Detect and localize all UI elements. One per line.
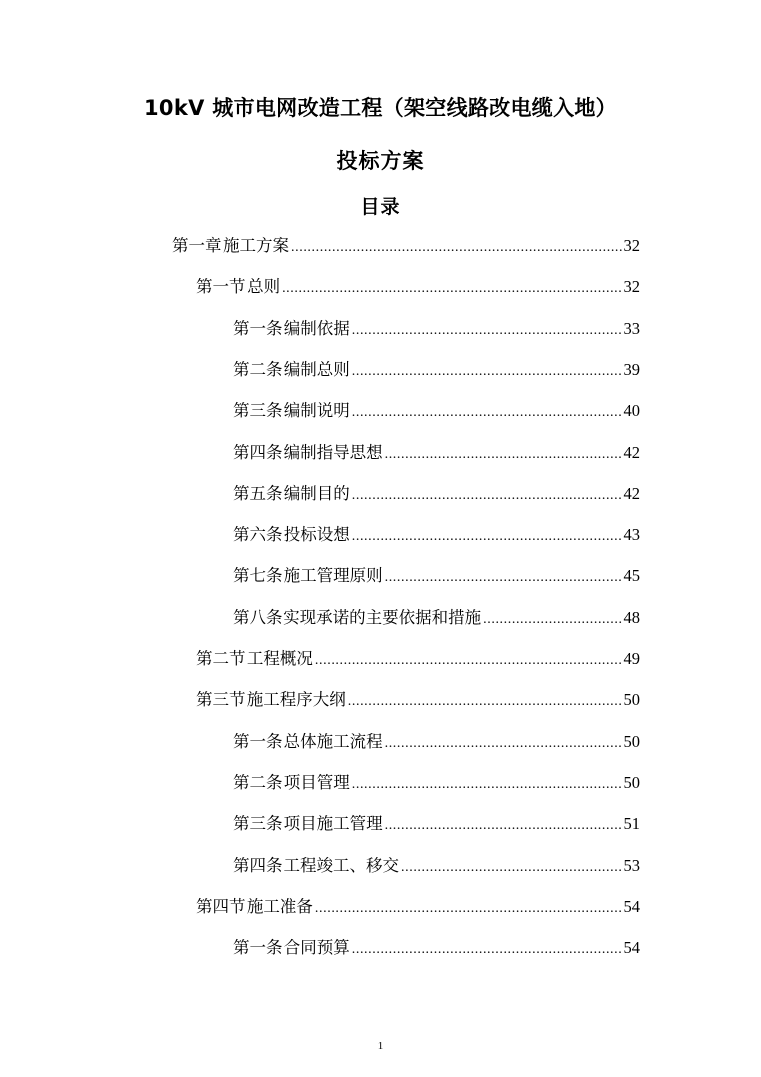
toc-dot-leader (385, 818, 622, 834)
document-subtitle: 投标方案 (336, 149, 425, 173)
toc-dot-leader (483, 612, 621, 628)
toc-entry-title: 编制依据 (283, 319, 350, 338)
toc-entry-number: 第八条 (233, 608, 283, 627)
toc-entry-number: 第二条 (233, 360, 283, 379)
toc-entry-page: 43 (623, 525, 640, 544)
toc-entry-number: 第一条 (233, 732, 283, 751)
toc-entry-page: 33 (623, 319, 640, 338)
document-title: 10kV 城市电网改造工程（架空线路改电缆入地） (144, 96, 617, 120)
toc-entry[interactable] (233, 728, 640, 756)
toc-dot-leader (352, 529, 622, 545)
toc-entry[interactable] (233, 769, 640, 797)
toc-entry-title: 编制总则 (283, 360, 350, 379)
toc-entry-number: 第四节 (196, 897, 246, 916)
toc-entry-number: 第三条 (233, 814, 283, 833)
toc-dot-leader (315, 901, 622, 917)
toc-entry[interactable] (233, 315, 640, 343)
toc-entry-title: 总体施工流程 (283, 732, 383, 751)
toc-entry-page: 53 (623, 856, 640, 875)
toc-dot-leader (348, 694, 622, 710)
toc-entry-page: 42 (623, 484, 640, 503)
toc-entry-page: 32 (623, 236, 640, 255)
toc-entry-title: 编制目的 (283, 484, 350, 503)
toc-entry[interactable] (233, 562, 640, 590)
toc-entry-number: 第二节 (196, 649, 246, 668)
toc-entry-page: 51 (623, 814, 640, 833)
toc-entry-page: 39 (623, 360, 640, 379)
toc-dot-leader (352, 405, 622, 421)
toc-entry-title: 工程概况 (246, 649, 313, 668)
toc-entry[interactable] (233, 521, 640, 549)
toc-entry-number: 第五条 (233, 484, 283, 503)
toc-entry-page: 32 (623, 277, 640, 296)
page-number: 1 (377, 1040, 384, 1052)
toc-entry-number: 第一条 (233, 319, 283, 338)
toc-entry[interactable] (233, 604, 640, 632)
toc-entry[interactable] (233, 356, 640, 384)
toc-entry-number: 第七条 (233, 566, 283, 585)
toc-entry[interactable] (233, 480, 640, 508)
toc-entry-number: 第一节 (196, 277, 246, 296)
toc-entry-title: 项目管理 (283, 773, 350, 792)
toc-entry-page: 45 (623, 566, 640, 585)
toc-dot-leader (352, 488, 622, 504)
toc-dot-leader (352, 777, 622, 793)
toc-dot-leader (385, 447, 622, 463)
toc-entry-title: 总则 (247, 277, 281, 296)
toc-entry-title: 实现承诺的主要依据和措施 (283, 608, 482, 627)
toc-entry-title: 施工准备 (246, 897, 313, 916)
toc-entry-page: 50 (623, 732, 640, 751)
toc-dot-leader (385, 570, 622, 586)
toc-entry-page: 50 (623, 773, 640, 792)
toc-entry[interactable] (233, 810, 640, 838)
toc-entry-title: 合同预算 (283, 938, 350, 957)
toc-entry-title: 项目施工管理 (283, 814, 383, 833)
toc-dot-leader (385, 736, 622, 752)
toc-entry[interactable] (196, 273, 640, 301)
toc-entry-number: 第六条 (233, 525, 283, 544)
toc-entry-number: 第一条 (233, 938, 283, 957)
toc-entry[interactable] (233, 852, 640, 880)
toc-entry[interactable] (233, 934, 640, 962)
toc-entry-page: 40 (623, 401, 640, 420)
toc-dot-leader (352, 364, 622, 380)
toc-entry-page: 49 (623, 649, 640, 668)
toc-entry-number: 第一章 (172, 236, 222, 255)
toc-dot-leader (315, 653, 622, 669)
toc-heading: 目录 (360, 196, 401, 218)
toc-entry[interactable] (196, 645, 640, 673)
toc-entry-title: 施工管理原则 (283, 566, 383, 585)
toc-entry-page: 54 (623, 897, 640, 916)
toc-entry-number: 第三节 (196, 690, 246, 709)
toc-entry-number: 第四条 (233, 443, 283, 462)
toc-entry-title: 施工程序大纲 (246, 690, 346, 709)
toc-entry-title: 投标设想 (283, 525, 350, 544)
toc-dot-leader (291, 240, 621, 256)
toc-entry[interactable] (196, 893, 640, 921)
toc-dot-leader (282, 281, 621, 297)
toc-entry-number: 第四条 (233, 856, 283, 875)
toc-entry-number: 第二条 (233, 773, 283, 792)
toc-entry-page: 42 (623, 443, 640, 462)
toc-entry-page: 54 (623, 938, 640, 957)
toc-entry-page: 50 (623, 690, 640, 709)
toc-dot-leader (401, 860, 621, 876)
toc-entry-title: 编制说明 (283, 401, 350, 420)
toc-entry[interactable] (172, 232, 640, 260)
toc-entry-title: 工程竣工、移交 (283, 856, 400, 875)
toc-dot-leader (352, 323, 622, 339)
toc-entry-title: 施工方案 (223, 236, 290, 255)
toc-entry-page: 48 (623, 608, 640, 627)
toc-dot-leader (352, 942, 622, 958)
toc-entry[interactable] (233, 439, 640, 467)
toc-entry[interactable] (233, 397, 640, 425)
toc-entry-number: 第三条 (233, 401, 283, 420)
toc-entry[interactable] (196, 686, 640, 714)
toc-entry-title: 编制指导思想 (283, 443, 383, 462)
